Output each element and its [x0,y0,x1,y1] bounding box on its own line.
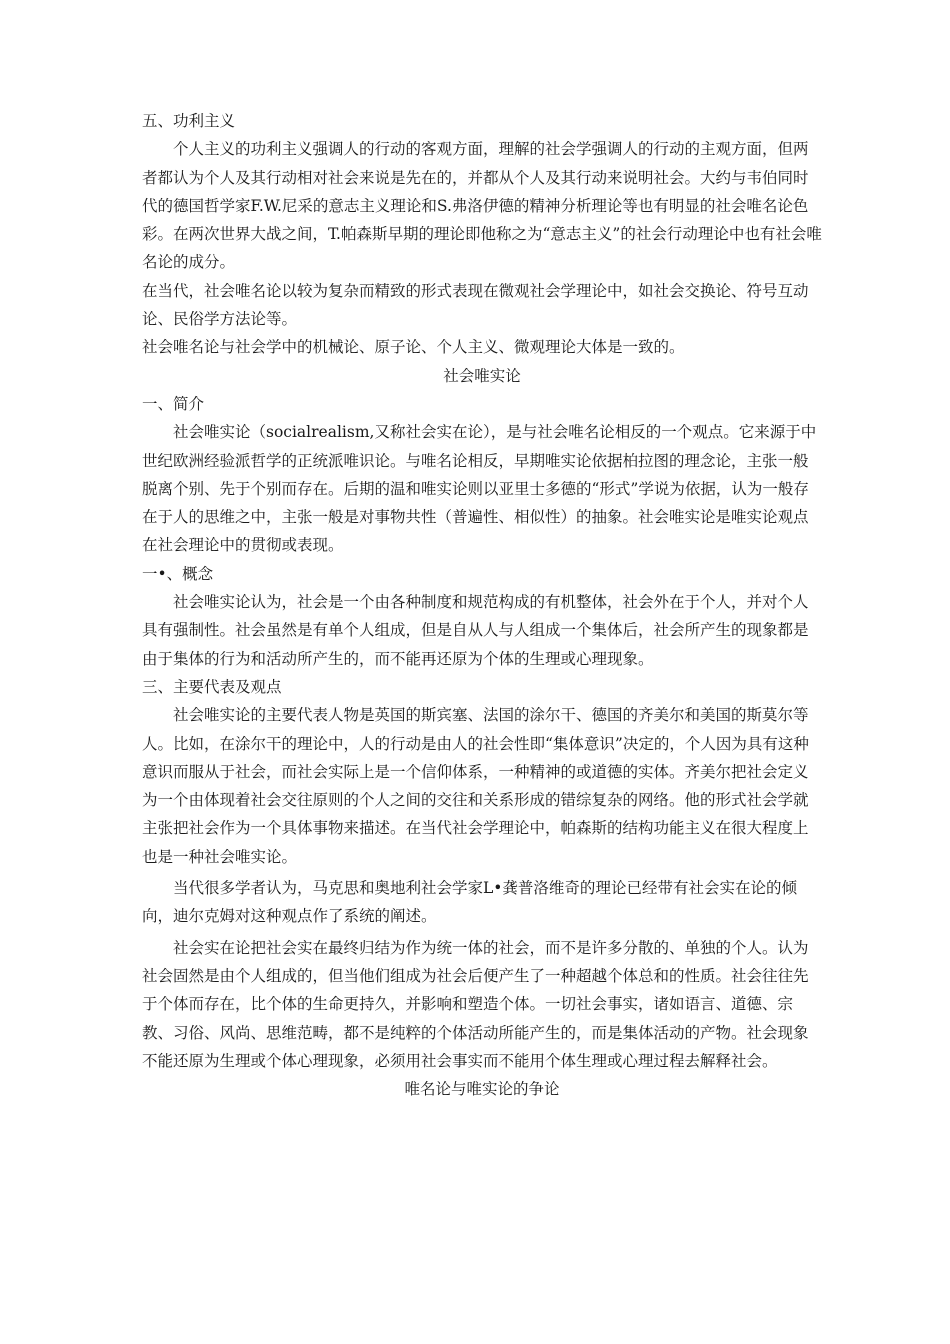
section5-paragraph-1: 个人主义的功利主义强调人的行动的客观方面，理解的社会学强调人的行动的主观方面，但两者都认为个人及其行动相对社会来说是先在的，并都从个人及其行动来说明社会。大约与韦伯同时代的德国哲学家F.W.尼采的意志主义理论和S.弗洛伊德的精神分析理论等也有明显的社会唯名论色彩。在两次世界大战之间，T.帕森斯早期的理论即他称之为“意志主义”的社会行动理论中也有社会唯名论的成分。 [142,140,822,272]
concept-heading: 一•、概念 [142,564,214,583]
document-page [142,107,822,1103]
section5-heading: 五、功利主义 [142,112,236,130]
section5-paragraph-2: 在当代，社会唯名论以较为复杂而精致的形式表现在微观社会学理论中，如社会交换论、符号互动论、民俗学方法论等。 [142,281,809,329]
representatives-paragraph-2: 当代很多学者认为，马克思和奥地利社会学家L•龚普洛维奇的理论已经带有社会实在论的倾向，迪尔克姆对这种观点作了系统的阐述。 [142,879,797,926]
representatives-heading: 三、主要代表及观点 [142,677,282,696]
intro-heading: 一、简介 [142,394,205,413]
section5-paragraph-3: 社会唯名论与社会学中的机械论、原子论、个人主义、微观理论大体是一致的。 [142,338,685,357]
intro-paragraph: 社会唯实论（socialrealism,又称社会实在论），是与社会唯名论相反的一个观点。它来源于中世纪欧洲经验派哲学的正统派唯识论。与唯名论相反，早期唯实论依据柏拉图的理念论，主张一般脱离个别、先于个别而存在。后期的温和唯实论则以亚里士多德的“形式”学说为依据，认为一般存在于人的思维之中，主张一般是对事物共性（普遍性、相似性）的抽象。社会唯实论是唯实论观点在社会理论中的贯彻或表现。 [142,423,817,555]
realism-title: 社会唯实论 [443,366,521,385]
representatives-paragraph-3: 社会实在论把社会实在最终归结为作为统一体的社会，而不是许多分散的、单独的个人。认为社会固然是由个人组成的，但当他们组成为社会后便产生了一种超越个体总和的性质。社会往往先于个体而存在，比个体的生命更持久，并影响和塑造个体。一切社会事实，诸如语言、道德、宗教、习俗、风尚、思维范畴，都不是纯粹的个体活动所能产生的，而是集体活动的产物。社会现象不能还原为生理或个体心理现象，必须用社会事实而不能用个体生理或心理过程去解释社会。 [142,938,809,1070]
representatives-paragraph-1: 社会唯实论的主要代表人物是英国的斯宾塞、法国的涂尔干、德国的齐美尔和美国的斯莫尔等人。比如，在涂尔干的理论中，人的行动是由人的社会性即“集体意识”决定的，个人因为具有这种意识而服从于社会，而社会实际上是一个信仰体系，一种精神的或道德的实体。齐美尔把社会定义为一个由体现着社会交往原则的个人之间的交往和关系形成的错综复杂的网络。他的形式社会学就主张把社会作为一个具体事物来描述。在当代社会学理论中，帕森斯的结构功能主义在很大程度上也是一种社会唯实论。 [142,706,809,866]
debate-title: 唯名论与唯实论的争论 [404,1080,560,1099]
concept-paragraph: 社会唯实论认为，社会是一个由各种制度和规范构成的有机整体，社会外在于个人，并对个人具有强制性。社会虽然是有单个人组成，但是自从人与人组成一个集体后，社会所产生的现象都是由于集体的行为和活动所产生的，而不能再还原为个体的生理或心理现象。 [142,593,809,668]
